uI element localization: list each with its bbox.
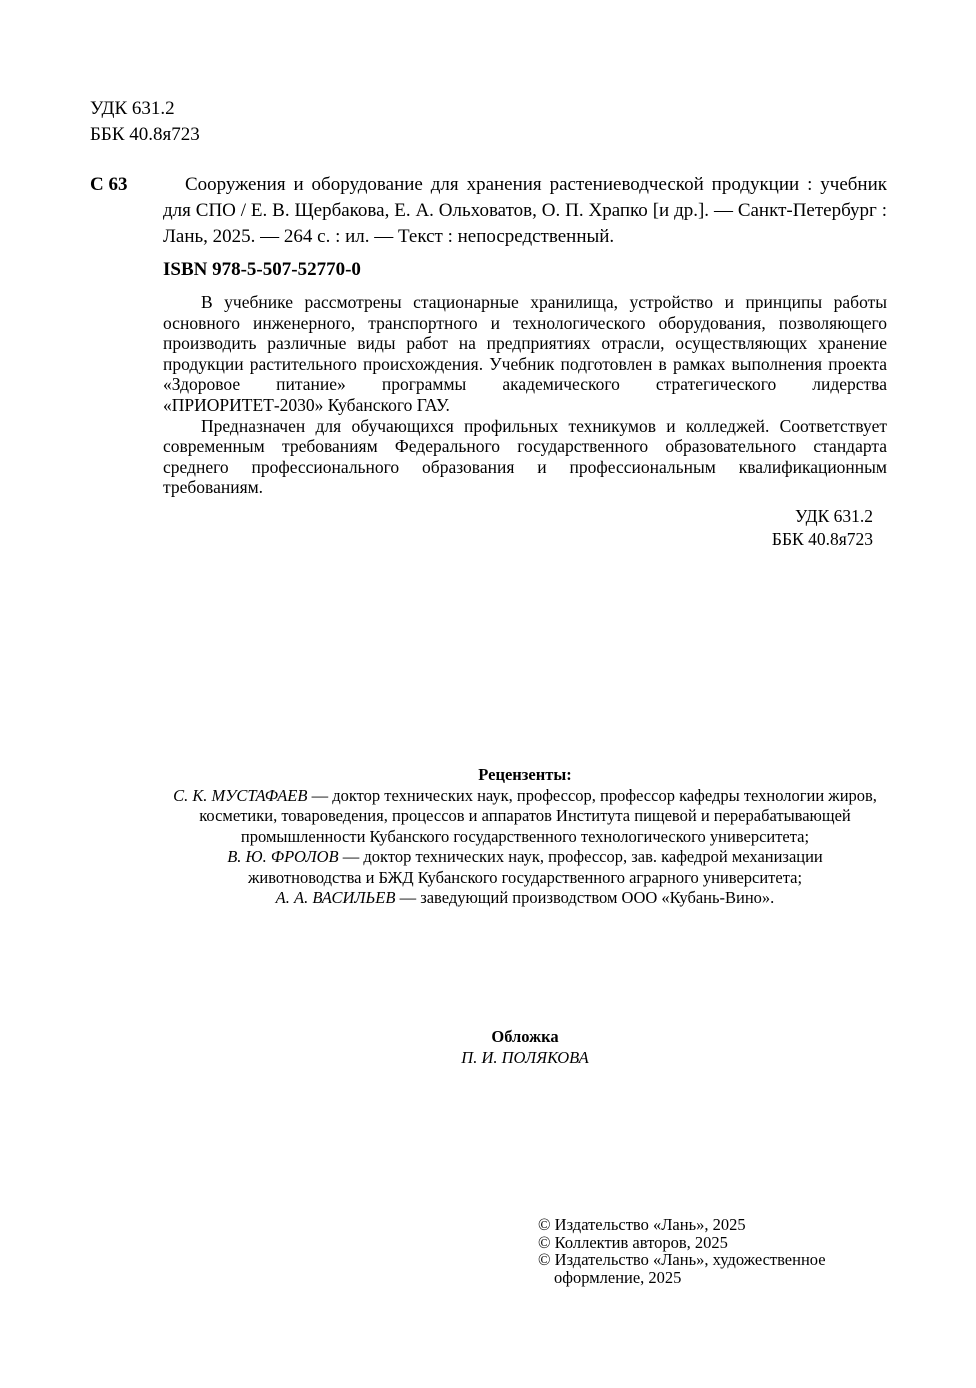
udk-code: УДК 631.2 [795,506,873,526]
reviewer-name: В. Ю. ФРОЛОВ [227,847,339,866]
reviewers-block [160,765,890,909]
udk-code: УДК 631.2 [90,98,175,119]
cover-credit [160,1027,890,1068]
copyright-line: © Коллектив авторов, 2025 [538,1232,728,1252]
reviewer-name: А. А. ВАСИЛЬЕВ [275,888,396,907]
reviewer-entry [160,888,890,909]
top-classification [90,96,200,148]
isbn: ISBN 978-5-507-52770-0 [163,259,361,280]
reviewer-description-line: животноводства и БЖД Кубанского государственного аграрного университета; [247,867,803,887]
bottom-classification [772,505,873,551]
reviewer-entry [160,847,890,868]
reviewer-description: — доктор технических наук, профессор, зав. кафедрой механизации [338,847,823,866]
bbk-code: ББК 40.8я723 [90,124,200,145]
reviewer-description-line: косметики, товароведения, процессов и аппаратов Института пищевой и перерабатывающей [199,806,851,825]
cover-designer: П. И. ПОЛЯКОВА [461,1047,589,1067]
copyright-block [538,1216,826,1286]
copyright-line: © Издательство «Лань», художественное [538,1250,826,1269]
author-mark: С 63 [90,174,128,195]
reviewers-heading: Рецензенты: [478,765,572,784]
copyright-line: © Издательство «Лань», 2025 [538,1215,746,1234]
reviewer-description-line: промышленности Кубанского государственного технологического университета; [240,826,810,846]
abstract [163,292,887,498]
reviewer-description: — заведующий производством ООО «Кубань-Вино». [395,888,775,907]
reviewer-name: С. К. МУСТАФАЕВ [173,785,308,805]
reviewer-entry [160,786,890,807]
bibliographic-description: Сооружения и оборудование для хранения растениеводческой продукции : учебник для СПО / Е. В. Щербакова, Е. А. Ольховатов, О. П. Храпко [и др.]. — Санкт-Петербург : Лань, 2025. — 264 с. : ил. — Текст : непосредственный. [163,174,887,247]
copyright-line: оформление, 2025 [554,1267,682,1287]
reviewer-description: — доктор технических наук, профессор, профессор кафедры технологии жиров, [307,785,877,805]
cover-heading: Обложка [491,1027,559,1046]
abstract-paragraph: Предназначен для обучающихся профильных техникумов и колледжей. Соответствует современным требованиям Федерального государственного образовательного стандарта среднего профессионального образования и профессиональным квалификационным требованиям. [163,415,887,498]
abstract-paragraph: В учебнике рассмотрены стационарные хранилища, устройство и принципы работы основного инженерного, транспортного и технологического оборудования, позволяющего производить различные виды работ на предприятиях отрасли, осуществляющих хранение продукции растительного происхождения. Учебник подготовлен в рамках выполнения проекта «Здоровое питание» программы академического стратегического лидерства «ПРИОРИТЕТ-2030» Кубанского ГАУ. [163,292,887,415]
bbk-code: ББК 40.8я723 [771,529,873,549]
